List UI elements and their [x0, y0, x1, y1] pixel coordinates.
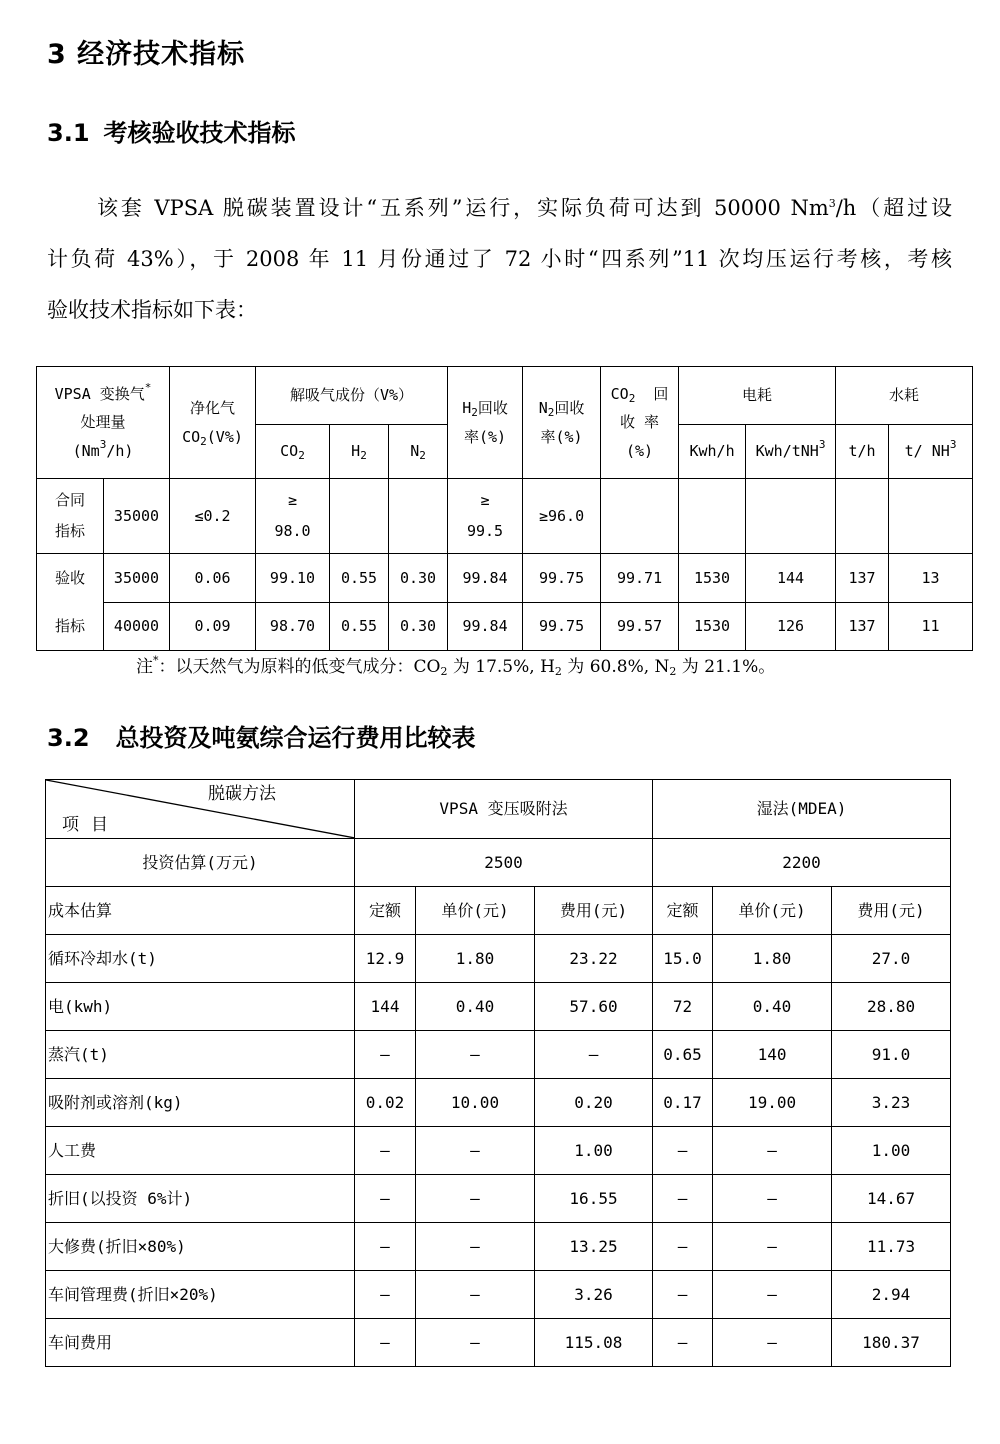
table-row	[46, 935, 951, 983]
table-cell: 99.84	[448, 554, 523, 603]
para-line-1	[47, 183, 952, 234]
table-row-accept-2	[37, 602, 973, 651]
row-label: 蒸汽(t)	[46, 1031, 355, 1079]
table-cell: 3.26	[535, 1271, 653, 1319]
table-cell: 27.0	[832, 935, 951, 983]
table-cell: 35000	[104, 554, 170, 603]
table-cell: 3.23	[832, 1079, 951, 1127]
table-cell: 99.75	[523, 602, 601, 651]
header-mdea: 湿法(MDEA)	[653, 780, 951, 839]
table-cell: ≥ 98.0	[256, 479, 330, 554]
table-cell: —	[416, 1223, 535, 1271]
table-cell: 115.08	[535, 1319, 653, 1367]
table-cell: —	[713, 1175, 832, 1223]
header-desorption-gas: 解吸气成份（V%）	[256, 367, 448, 425]
table-cell: —	[355, 1319, 416, 1367]
table-cell: 35000	[104, 479, 170, 554]
table-cell: —	[355, 1223, 416, 1271]
intro-paragraph	[47, 183, 952, 336]
row-label: 电(kwh)	[46, 983, 355, 1031]
table-cell: 23.22	[535, 935, 653, 983]
header-fee: 费用(元)	[832, 887, 951, 935]
table-cell: 1.80	[416, 935, 535, 983]
table-cell: 99.10	[256, 554, 330, 603]
table-cell	[389, 479, 448, 554]
table-cell: ≥ 99.5	[448, 479, 523, 554]
table-cell: 11.73	[832, 1223, 951, 1271]
table-cell: 1.00	[535, 1127, 653, 1175]
table-cell	[836, 479, 889, 554]
para-line-2: 计负荷 43%），于 2008 年 11 月份通过了 72 小时“四系列”11 次均压运行考核，考核	[47, 247, 952, 271]
row-label: 车间管理费(折旧×20%)	[46, 1271, 355, 1319]
section-number: 3.2	[47, 724, 90, 752]
row-label-acceptance: 验收 指标	[37, 554, 104, 651]
table-cell: 0.55	[330, 602, 389, 651]
table-cell: 13.25	[535, 1223, 653, 1271]
acceptance-indicators-table	[36, 366, 973, 651]
diag-item-label: 项目	[62, 815, 120, 835]
table-cell: 40000	[104, 602, 170, 651]
table-cell: —	[355, 1031, 416, 1079]
table-cell: —	[416, 1127, 535, 1175]
header-vpsa: VPSA 变压吸附法	[355, 780, 653, 839]
diagonal-header-cell	[46, 780, 355, 839]
header-kwh-t: Kwh/tNH$^3$	[746, 425, 836, 479]
table-cell: 0.30	[389, 554, 448, 603]
table-cell: —	[653, 1175, 713, 1223]
table-row	[46, 1319, 951, 1367]
table-cell: —	[416, 1031, 535, 1079]
table-cell: 99.57	[601, 602, 679, 651]
row-label: 车间费用	[46, 1319, 355, 1367]
diag-method-label: 脱碳方法	[208, 784, 276, 804]
table-row	[46, 1079, 951, 1127]
row-label: 大修费(折旧×80%)	[46, 1223, 355, 1271]
row-label: 吸附剂或溶剂(kg)	[46, 1079, 355, 1127]
header-co2: $CO_2$	[256, 425, 330, 479]
header-h2-recovery: $H_2$回收 率(%)	[448, 367, 523, 479]
header-quota: 定额	[355, 887, 416, 935]
table-cell: —	[653, 1127, 713, 1175]
header-co2-recovery: $CO_2$ 回 收 率 (%)	[601, 367, 679, 479]
table-row-accept-1	[37, 554, 973, 603]
heading-1: 3 经济技术指标	[47, 39, 246, 70]
table-cell: 1530	[679, 554, 746, 603]
table-cell: 99.71	[601, 554, 679, 603]
section-title: 考核验收技术指标	[103, 119, 296, 147]
table-row-contract	[37, 479, 973, 554]
table-cell: 14.67	[832, 1175, 951, 1223]
table-cell: 28.80	[832, 983, 951, 1031]
table-cell: 126	[746, 602, 836, 651]
table-cell: —	[416, 1271, 535, 1319]
table-cell: —	[713, 1127, 832, 1175]
table-cell: 140	[713, 1031, 832, 1079]
row-label: 人工费	[46, 1127, 355, 1175]
section-title: 总投资及吨氨综合运行费用比较表	[115, 724, 476, 752]
table-cell: 0.17	[653, 1079, 713, 1127]
header-h2: $H_2$	[330, 425, 389, 479]
header-fee: 费用(元)	[535, 887, 653, 935]
header-unit-price: 单价(元)	[713, 887, 832, 935]
invest-mdea: 2200	[653, 839, 951, 887]
table-cell: 0.40	[416, 983, 535, 1031]
table-cell: 137	[836, 602, 889, 651]
table-cell: 0.09	[170, 602, 256, 651]
row-label: 折旧(以投资 6%计)	[46, 1175, 355, 1223]
table-cell: —	[713, 1271, 832, 1319]
header-t-h: t/h	[836, 425, 889, 479]
table-cell: 1530	[679, 602, 746, 651]
header-process-load: VPSA 变换气* 处理量 (Nm$^3$/h)	[37, 367, 170, 479]
table-cell: 0.20	[535, 1079, 653, 1127]
table-cell: 2.94	[832, 1271, 951, 1319]
para-line-3: 验收技术指标如下表：	[47, 298, 257, 322]
table-cell: —	[713, 1319, 832, 1367]
table-cell	[601, 479, 679, 554]
table-cell: 91.0	[832, 1031, 951, 1079]
table-cell: —	[355, 1271, 416, 1319]
table-cell: 99.84	[448, 602, 523, 651]
table-cell: 57.60	[535, 983, 653, 1031]
table-cell	[746, 479, 836, 554]
header-unit-price: 单价(元)	[416, 887, 535, 935]
table-cell: 144	[355, 983, 416, 1031]
table-row	[46, 1271, 951, 1319]
table-cell	[679, 479, 746, 554]
table-cell: 11	[889, 602, 973, 651]
row-label: 循环冷却水(t)	[46, 935, 355, 983]
para-text: /h（超过设	[835, 196, 952, 220]
table-cell: 16.55	[535, 1175, 653, 1223]
table-cell: 72	[653, 983, 713, 1031]
table-row	[46, 1175, 951, 1223]
table-cell: —	[355, 1127, 416, 1175]
table-cell: 15.0	[653, 935, 713, 983]
table-footnote: 注*：以天然气为原料的低变气成分：$CO_2$ 为 17.5%, $H_2$ 为 60.8%, $N_2$ 为 21.1%。	[136, 654, 776, 678]
table-cell: 1.00	[832, 1127, 951, 1175]
section-number: 3.1	[47, 119, 90, 147]
superscript: 3	[828, 197, 836, 210]
header-kwh-h: Kwh/h	[679, 425, 746, 479]
header-n2: $N_2$	[389, 425, 448, 479]
table-cell: 0.06	[170, 554, 256, 603]
table-cell: —	[713, 1223, 832, 1271]
table-cell: 10.00	[416, 1079, 535, 1127]
header-n2-recovery: $N_2$回收 率(%)	[523, 367, 601, 479]
header-t-nh3: t/ $NH^3$	[889, 425, 973, 479]
table-cell: 137	[836, 554, 889, 603]
table-cell: 0.40	[713, 983, 832, 1031]
table-cell: ≥96.0	[523, 479, 601, 554]
table-row	[46, 1223, 951, 1271]
table-cell: 1.80	[713, 935, 832, 983]
section-3-1-heading	[47, 113, 296, 148]
table-cell: —	[416, 1175, 535, 1223]
header-purified-co2: 净化气 $CO_2(V\%)$	[170, 367, 256, 479]
table-cell: —	[653, 1319, 713, 1367]
table-cell: 19.00	[713, 1079, 832, 1127]
table-cell: 99.75	[523, 554, 601, 603]
table-row	[46, 983, 951, 1031]
table-cell: —	[653, 1223, 713, 1271]
table-cell: ≤0.2	[170, 479, 256, 554]
invest-vpsa: 2500	[355, 839, 653, 887]
table-cell: —	[653, 1271, 713, 1319]
table-cell: —	[355, 1175, 416, 1223]
para-text: 该套 VPSA 脱碳装置设计“五系列”运行，实际负荷可达到 50000 Nm	[97, 196, 829, 220]
table-cell: 0.30	[389, 602, 448, 651]
section-3-2-heading	[47, 718, 476, 753]
header-power: 电耗	[679, 367, 836, 425]
table-cell: 0.02	[355, 1079, 416, 1127]
table-cell: —	[416, 1319, 535, 1367]
row-label-contract: 合同 指标	[37, 479, 104, 554]
table-cell: 180.37	[832, 1319, 951, 1367]
table-row	[46, 1127, 951, 1175]
table-cell	[330, 479, 389, 554]
table-cell: 0.55	[330, 554, 389, 603]
table-cell: 98.70	[256, 602, 330, 651]
invest-label: 投资估算(万元)	[46, 839, 355, 887]
table-cell: —	[535, 1031, 653, 1079]
table-row	[46, 1031, 951, 1079]
header-water: 水耗	[836, 367, 973, 425]
header-quota: 定额	[653, 887, 713, 935]
table-cell: 144	[746, 554, 836, 603]
table-cell	[889, 479, 973, 554]
table-cell: 0.65	[653, 1031, 713, 1079]
cost-comparison-table	[45, 779, 951, 1367]
cost-label: 成本估算	[46, 887, 355, 935]
table-cell: 12.9	[355, 935, 416, 983]
table-cell: 13	[889, 554, 973, 603]
